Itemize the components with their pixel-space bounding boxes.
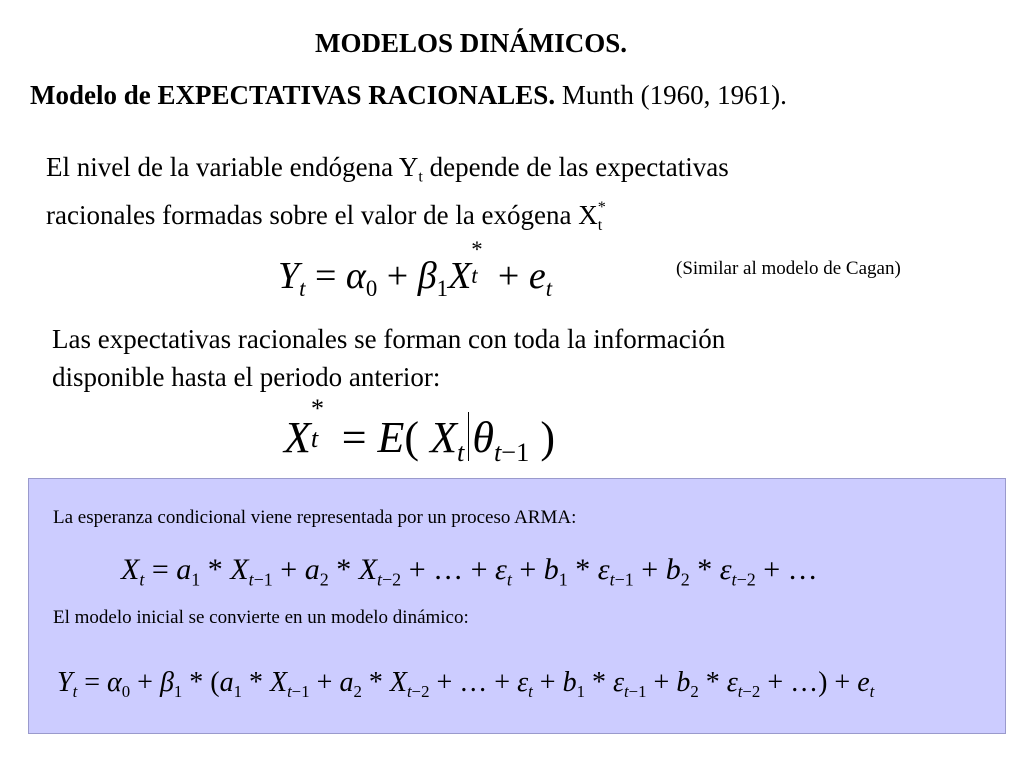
- paragraph-line-1: El nivel de la variable endógena $Y_t$ depende de las expectativas: [46, 152, 729, 186]
- subtitle-bold: Modelo de EXPECTATIVAS RACIONALES.: [30, 80, 556, 110]
- paragraph-endogenous: [46, 148, 729, 234]
- subtitle-citation: Munth (1960, 1961).: [561, 80, 787, 110]
- page-title: MODELOS DINÁMICOS.: [315, 28, 628, 58]
- subtitle: [30, 80, 787, 111]
- arma-panel: [28, 478, 1006, 734]
- paragraph-line-2: racionales formadas sobre el valor de la exógena X * t: [46, 197, 606, 234]
- paragraph-line-1: Las expectativas racionales se forman con toda la información: [52, 324, 726, 354]
- equation-arma: $X_t = a_1 * X_{t-1} + a_2 * X_{t-2}$ + … + $\varepsilon_t + b_1 * \varepsilon_{t-1} + b_2 * \varepsilon_{t-2}$ + …: [121, 553, 818, 590]
- equation-note: (Similar al modelo de Cagan): [676, 258, 901, 279]
- paragraph-line-2: disponible hasta el periodo anterior:: [52, 362, 441, 392]
- panel-note-arma: La esperanza condicional viene representada por un proceso ARMA:: [53, 507, 577, 528]
- equation-structural: $Y_t = \alpha_0 + \beta_1X$ * t + $e_t$: [278, 237, 553, 301]
- panel-note-dynamic: El modelo inicial se convierte en un modelo dinámico:: [53, 607, 469, 628]
- equation-dynamic: $Y_t = \alpha_0 + \beta_1 * (a_1 * X_{t-1} + a_2 * X_{t-2}$ + … + $\varepsilon_t + b_1 * \varepsilon_{t-1} + b_2 * \varepsilon_{t-2}$ + …) + $e_t$: [57, 667, 875, 701]
- paragraph-expectations: [52, 320, 725, 396]
- equation-expectation: X * t = E( $X_t$ $\theta_{t-1}$ ): [284, 393, 556, 468]
